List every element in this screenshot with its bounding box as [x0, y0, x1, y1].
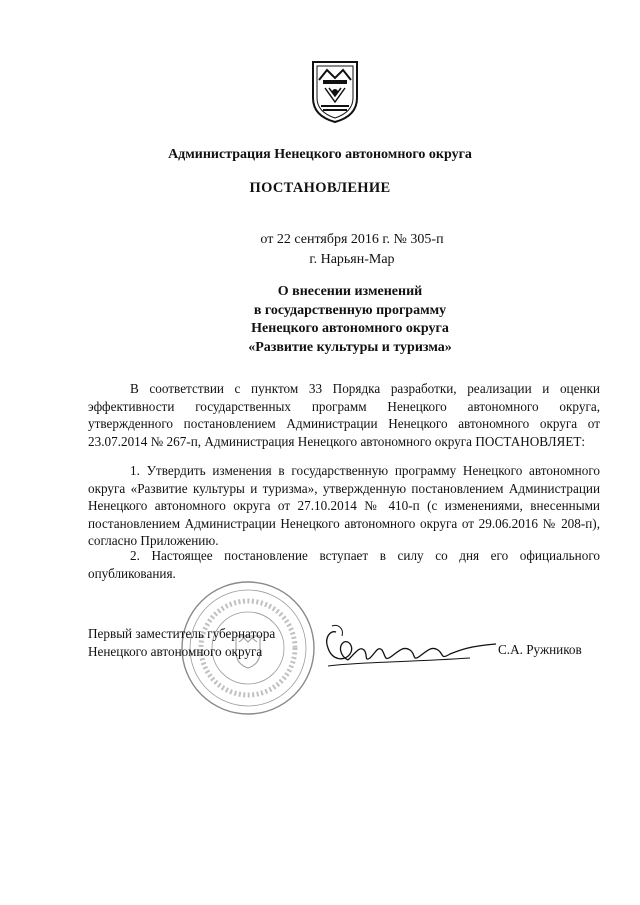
- document-title: [150, 283, 550, 357]
- organization-name: Администрация Ненецкого автономного округа: [168, 147, 472, 162]
- title-line: в государственную программу: [253, 302, 447, 318]
- title-line: О внесении изменений: [277, 284, 423, 299]
- preamble-text: В соответствии с пунктом 33 Порядка разработки, реализации и оценки эффективности государственных программ Ненецкого автономного округа, утвержденного постановлением Администрации Ненецкого автономного округа от 23.07.2014 № 267-п, Администрация Ненецкого автономного округа ПОСТАНОВЛЯЕТ:: [88, 381, 600, 449]
- date-number: от 22 сентября 2016 г. № 305-п: [260, 232, 444, 247]
- place: г. Нарьян-Мар: [309, 252, 395, 267]
- document-type: ПОСТАНОВЛЕНИЕ: [249, 180, 391, 196]
- item-1-text: 1. Утвердить изменения в государственную программу Ненецкого автономного округа «Развитие культуры и туризма», утвержденную постановлением Администрации Ненецкого автономного округа от 27.10.2014 № 410-п (с изменениями, внесенными постановлением Администрации Ненецкого автономного округа от 29.06.2016 № 208-п), согласно Приложению.: [88, 463, 600, 548]
- position-line: Ненецкого автономного округа: [88, 643, 263, 659]
- title-line: Ненецкого автономного округа: [251, 321, 449, 336]
- item-2-text: 2. Настоящее постановление вступает в силу со дня его официального опубликования.: [88, 548, 600, 581]
- signer-position: [88, 625, 275, 660]
- item-1-paragraph: [88, 462, 600, 550]
- item-2-paragraph: [88, 547, 600, 582]
- preamble-paragraph: [88, 380, 600, 450]
- title-line: «Развитие культуры и туризма»: [248, 339, 452, 355]
- position-line: Первый заместитель губернатора: [88, 626, 276, 641]
- nenets-coat-of-arms-icon: [309, 58, 361, 124]
- handwritten-signature-icon: [320, 622, 498, 678]
- signer-name: С.А. Ружников: [498, 642, 582, 657]
